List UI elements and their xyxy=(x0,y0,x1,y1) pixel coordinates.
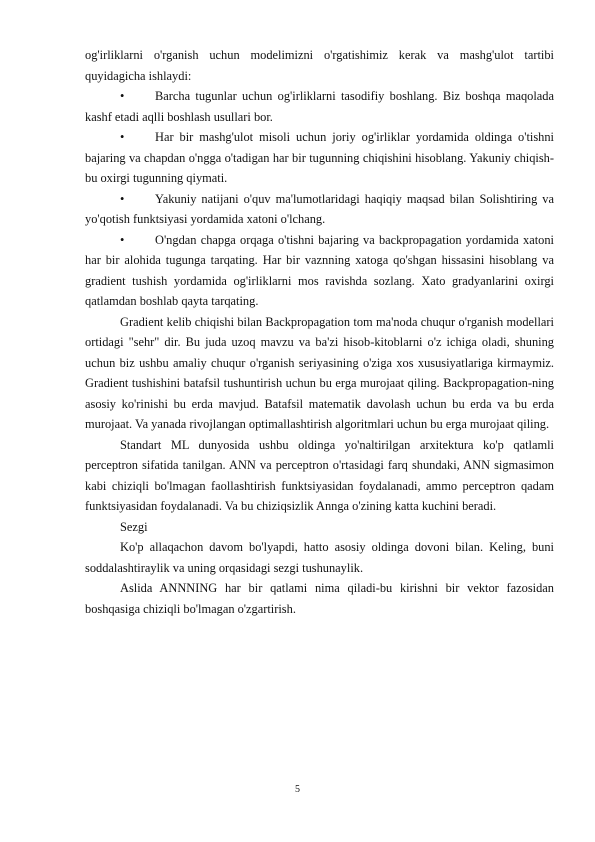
paragraph-perceptron: Standart ML dunyosida ushbu oldinga yo'naltirilgan arxitektura ko'p qatlamli perceptron sifatida tanilgan. ANN va perceptron o'rtasidagi farq shundaki, ANN sigmasimon kabi chiziqli bo'lmagan faollashtirish funktsiyasidan foydalanadi, ammo perceptron qadam funktsiyasidan foydalanadi. Va bu chiziqsizlik Annga o'zining katta kuchini beradi. xyxy=(85,437,554,513)
bullet-item-1 xyxy=(85,86,554,127)
bullet-item-2 xyxy=(85,127,554,189)
bullet-text: Har bir mashg'ulot misoli uchun joriy og'irliklar yordamida oldinga o'tishni bajaring va chapdan o'ngga o'tadigan har bir tugunning chiqishini hisoblang. Yakuniy chiqish-bu oxirgi tugunning qiymati. xyxy=(85,130,554,185)
bullet-text: Barcha tugunlar uchun og'irliklarni tasodifiy boshlang. Biz boshqa maqolada kashf etadi aqlli boshlash usullari bor. xyxy=(85,89,554,124)
paragraph-layer-transform: Aslida ANNNING har bir qatlami nima qiladi-bu kirishni bir vektor fazosidan boshqasiga chiziqli bo'lmagan o'zgartirish. xyxy=(85,581,554,616)
bullet-text: Yakuniy natijani o'quv ma'lumotlaridagi haqiqiy maqsad bilan Solishtiring va yo'qotish funktsiyasi yordamida xatoni o'lchang. xyxy=(85,191,554,226)
paragraph-intro: og'irliklarni o'rganish uchun modelimizni o'rgatishimiz kerak va mashg'ulot tartibi quyidagicha ishlaydi: xyxy=(85,48,554,83)
bullet-marker: • xyxy=(120,232,125,247)
page-number: 5 xyxy=(295,784,300,795)
page-body xyxy=(85,45,554,619)
bullet-item-3 xyxy=(85,189,554,230)
bullet-text: O'ngdan chapga orqaga o'tishni bajaring va backpropagation yordamida xatoni har bir alohida tugunga tarqating. Har bir vaznning xatoga qo'shgan hissasini hisoblang va gradient tushish yordamida og'irliklarni mos ravishda sozlang. Xato gradyanlarini oxirgi qatlamdan boshlab qayta tarqating. xyxy=(85,232,554,308)
paragraph-intuition: Ko'p allaqachon davom bo'lyapdi, hatto asosiy oldinga dovoni bilan. Keling, buni soddalashtiraylik va uning orqasidagi sezgi tushunaylik. xyxy=(85,540,554,575)
section-heading-sezgi: Sezgi xyxy=(120,519,148,534)
paragraph-backpropagation: Gradient kelib chiqishi bilan Backpropagation tom ma'noda chuqur o'rganish modellari ortidagi "sehr" dir. Bu juda uzoq mavzu va ba'zi hisob-kitoblarni o'z ichiga oladi, shuning uchun biz ushbu amaliy chuqur o'rganish seriyasining o'ziga xos xususiyatlariga kirmaymiz. Gradient tushishini batafsil tushuntirish uchun bu erga murojaat qiling. Backpropagation-ning asosiy ko'rinishi bu erda mavjud. Batafsil matematik davolash uchun bu erda va bu erda murojaat. Va yanada rivojlangan optimallashtirish algoritmlari uchun bu erga murojaat qiling. xyxy=(85,314,554,431)
bullet-item-4 xyxy=(85,230,554,312)
bullet-marker: • xyxy=(120,191,125,206)
bullet-marker: • xyxy=(120,89,125,103)
bullet-marker: • xyxy=(120,130,125,144)
